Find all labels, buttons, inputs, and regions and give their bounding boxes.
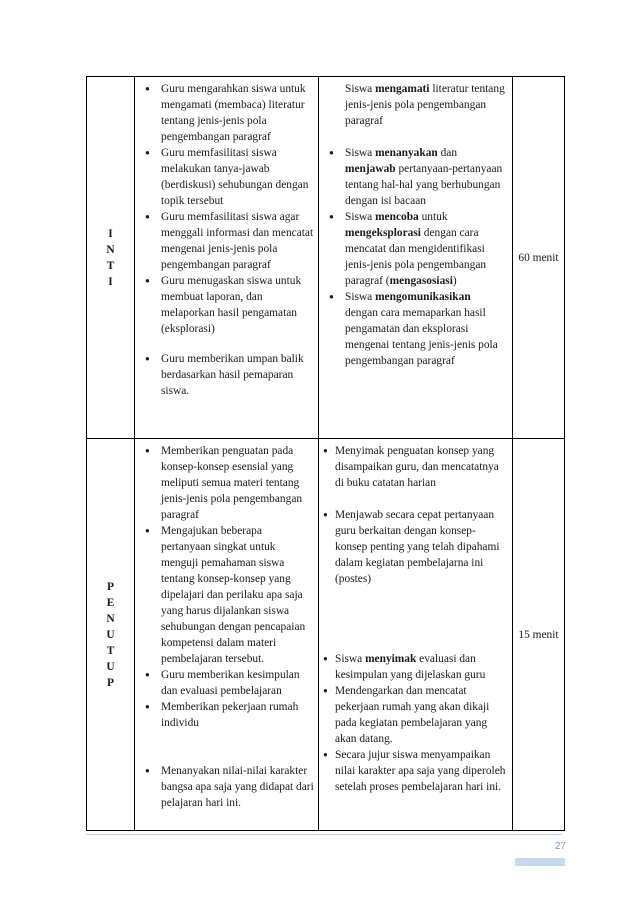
teacher-activities-inti bbox=[135, 77, 319, 439]
phase-letter: U bbox=[106, 660, 115, 673]
lesson-activity-table bbox=[86, 76, 565, 831]
item-keyword: menyimak bbox=[365, 653, 417, 665]
item-text: dengan cara mencatat dan mengidentifikasi jenis-jenis pola pengembangan paragraf ( bbox=[345, 227, 487, 287]
item-text: dengan cara memaparkan hasil pengamatan dan eksplorasi mengenai tentang jenis-jenis pola pengembangan paragraf bbox=[345, 307, 498, 367]
student-activities-inti bbox=[319, 77, 513, 439]
table-row-inti bbox=[87, 77, 565, 439]
item-keyword: menanyakan bbox=[375, 147, 438, 159]
phase-letter: N bbox=[106, 612, 115, 625]
item-text: literatur tentang jenis-jenis pola pengembangan paragraf bbox=[345, 83, 505, 127]
list-item: ● Guru mengarahkan siswa untuk mengamati (membaca) literatur tentang jenis-jenis pola pengembangan paragraf bbox=[135, 81, 314, 145]
list-item bbox=[319, 683, 506, 747]
item-text: Siswa bbox=[335, 653, 366, 665]
item-keyword: mencoba bbox=[375, 211, 419, 223]
list-item bbox=[319, 81, 506, 129]
phase-label-inti bbox=[87, 77, 135, 439]
phase-letter: I bbox=[108, 275, 113, 288]
item-keyword: mengasosiasi bbox=[389, 275, 453, 287]
phase-letter: N bbox=[106, 243, 115, 256]
phase-letter: I bbox=[108, 227, 113, 240]
student-activities-penutup bbox=[319, 439, 513, 831]
item-keyword: mengamati bbox=[375, 83, 430, 95]
list-item: ● Guru memfasilitasi siswa melakukan tanya-jawab (berdiskusi) sehubungan dengan topik tersebut bbox=[135, 145, 314, 209]
duration-inti: 60 menit bbox=[513, 77, 565, 439]
list-item bbox=[319, 747, 506, 795]
list-item bbox=[319, 145, 506, 209]
item-text: Secara jujur siswa menyampaikan nilai karakter apa saja yang diperoleh setelah proses pembelajaran hari ini. bbox=[335, 749, 506, 793]
list-item bbox=[319, 443, 506, 491]
item-text: Menjawab secara cepat pertanyaan guru berkaitan dengan konsep-konsep penting yang telah dipahami dalam kegiatan pembelajarna ini (postes) bbox=[335, 509, 500, 585]
phase-letter: T bbox=[106, 259, 115, 272]
phase-letter: P bbox=[107, 580, 114, 593]
list-item bbox=[319, 651, 506, 683]
item-keyword: menjawab bbox=[345, 163, 396, 175]
list-item bbox=[319, 209, 506, 289]
list-item: ● Mengajukan beberapa pertanyaan singkat untuk menguji pemahaman siswa tentang konsep-konsep yang dipelajari dan perilaku apa saja yang harus dijalankan siswa sehubungan dengan pencapaian kompetensi dalam materi pembelajaran tersebut. bbox=[135, 523, 314, 667]
phase-letter: T bbox=[106, 644, 115, 657]
item-text: dan bbox=[437, 147, 458, 159]
item-keyword: mengomunikasikan bbox=[375, 291, 471, 303]
item-text: evaluasi dan kesimpulan yang dijelaskan guru bbox=[335, 653, 486, 681]
item-text: Menyimak penguatan konsep yang disampaikan guru, dan mencatatnya di buku catatan harian bbox=[335, 445, 499, 489]
item-text: Siswa bbox=[345, 291, 376, 303]
table-row-penutup bbox=[87, 439, 565, 831]
list-item: ● Guru menugaskan siswa untuk membuat laporan, dan melaporkan hasil pengamatan (eksplorasi) bbox=[135, 273, 314, 337]
item-keyword: mengeksplorasi bbox=[345, 227, 421, 239]
footer-decoration bbox=[515, 858, 565, 866]
phase-letter: U bbox=[106, 628, 115, 641]
item-text: untuk bbox=[418, 211, 448, 223]
item-text: Mendengarkan dan mencatat pekerjaan rumah yang akan dikaji pada kegiatan pembelajaran yang akan datang. bbox=[335, 685, 490, 745]
item-text: Siswa bbox=[345, 147, 376, 159]
teacher-activities-penutup bbox=[135, 439, 319, 831]
list-item: ● Guru memberikan umpan balik berdasarkan hasil pemaparan siswa. bbox=[135, 351, 314, 399]
list-item: ● Guru memfasilitasi siswa agar menggali informasi dan mencatat mengenai jenis-jenis pola pengembangan paragraf bbox=[135, 209, 314, 273]
item-text: pertanyaan-pertanyaan tentang hal-hal yang berhubungan dengan isi bacaan bbox=[345, 163, 503, 207]
phase-label-penutup bbox=[87, 439, 135, 831]
footer-divider bbox=[86, 834, 562, 835]
phase-letter: P bbox=[107, 676, 114, 689]
item-text: Siswa bbox=[345, 211, 376, 223]
duration-penutup: 15 menit bbox=[513, 439, 565, 831]
page-number: 27 bbox=[554, 841, 566, 852]
list-item bbox=[319, 289, 506, 369]
item-text: Siswa bbox=[345, 83, 376, 95]
item-text: ) bbox=[452, 275, 457, 287]
list-item: ● Guru memberikan kesimpulan dan evaluasi pembelajaran bbox=[135, 667, 314, 699]
list-item: ● Menanyakan nilai-nilai karakter bangsa apa saja yang didapat dari pelajaran hari ini. bbox=[135, 763, 314, 811]
list-item: ● Memberikan pekerjaan rumah individu bbox=[135, 699, 314, 731]
list-item bbox=[319, 507, 506, 587]
phase-letter: E bbox=[106, 596, 115, 609]
list-item: ● Memberikan penguatan pada konsep-konsep esensial yang meliputi semua materi tentang jenis-jenis pola pengembangan paragraf bbox=[135, 443, 314, 523]
